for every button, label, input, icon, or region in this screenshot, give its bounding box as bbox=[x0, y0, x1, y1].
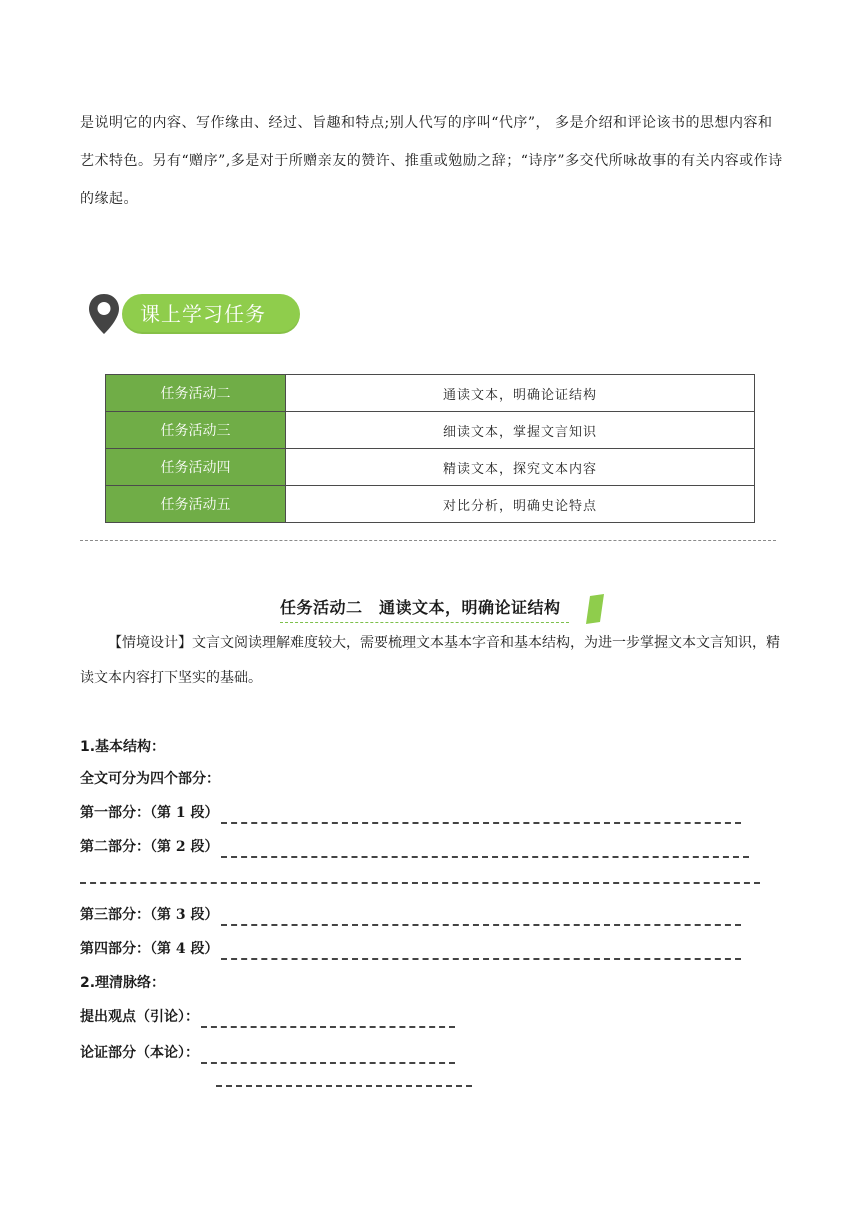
table-row bbox=[106, 412, 755, 449]
section-header bbox=[86, 290, 306, 338]
flag-decoration-icon bbox=[584, 594, 606, 626]
answer-blank[interactable] bbox=[221, 944, 741, 960]
section-header-pill bbox=[122, 294, 300, 334]
answer-blank-continuation[interactable] bbox=[216, 1085, 472, 1087]
context-paragraph bbox=[80, 626, 784, 696]
activity-title: 任务活动二 通读文本，明确论证结构 bbox=[280, 594, 569, 623]
part-label: 第二部分：（第 2 段） bbox=[80, 839, 219, 855]
structure-part-3 bbox=[80, 904, 741, 926]
task-description: 细读文本，掌握文言知识 bbox=[286, 412, 755, 449]
structure-heading: 1.基本结构： bbox=[80, 739, 166, 755]
task-name: 任务活动五 bbox=[106, 486, 286, 523]
structure-part-2 bbox=[80, 836, 749, 858]
answer-blank[interactable] bbox=[221, 808, 741, 824]
outline-label: 提出观点（引论）： bbox=[80, 1009, 199, 1025]
structure-part-4 bbox=[80, 938, 741, 960]
task-table bbox=[105, 374, 755, 523]
answer-blank-continuation[interactable] bbox=[80, 882, 760, 884]
answer-blank[interactable] bbox=[201, 1012, 455, 1028]
intro-paragraph: 是说明它的内容、写作缘由、经过、旨趣和特点;别人代写的序叫“代序”， 多是介绍和评论该书的思想内容和艺术特色。另有“赠序”,多是对于所赠亲友的赞许、推重或勉励之辞；“诗序”多交代所咏故事的有关内容或作诗的缘起。 bbox=[80, 115, 783, 207]
task-name: 任务活动三 bbox=[106, 412, 286, 449]
part-label: 第四部分：（第 4 段） bbox=[80, 941, 219, 957]
outline-item-2 bbox=[80, 1042, 455, 1064]
structure-intro: 全文可分为四个部分： bbox=[80, 771, 220, 787]
task-description: 对比分析，明确史论特点 bbox=[286, 486, 755, 523]
task-name: 任务活动二 bbox=[106, 375, 286, 412]
outline-label: 论证部分（本论）： bbox=[80, 1045, 199, 1061]
task-description: 通读文本，明确论证结构 bbox=[286, 375, 755, 412]
section-header-label: 课上学习任务 bbox=[140, 302, 266, 326]
section-divider bbox=[80, 540, 776, 541]
context-tag: 【情境设计】 bbox=[108, 635, 192, 651]
answer-blank[interactable] bbox=[221, 842, 749, 858]
table-row bbox=[106, 486, 755, 523]
table-row bbox=[106, 375, 755, 412]
answer-blank[interactable] bbox=[201, 1048, 455, 1064]
outline-item-1 bbox=[80, 1006, 455, 1028]
task-name: 任务活动四 bbox=[106, 449, 286, 486]
part-label: 第三部分：（第 3 段） bbox=[80, 907, 219, 923]
outline-heading: 2.理清脉络： bbox=[80, 975, 166, 991]
map-pin-icon bbox=[86, 292, 122, 336]
part-label: 第一部分：（第 1 段） bbox=[80, 805, 219, 821]
answer-blank[interactable] bbox=[221, 910, 741, 926]
activity-title-block bbox=[280, 594, 569, 628]
structure-part-1 bbox=[80, 802, 741, 824]
table-row bbox=[106, 449, 755, 486]
task-description: 精读文本，探究文本内容 bbox=[286, 449, 755, 486]
context-text: 文言文阅读理解难度较大，需要梳理文本基本字音和基本结构，为进一步掌握文本文言知识，精读文本内容打下坚实的基础。 bbox=[80, 635, 780, 686]
